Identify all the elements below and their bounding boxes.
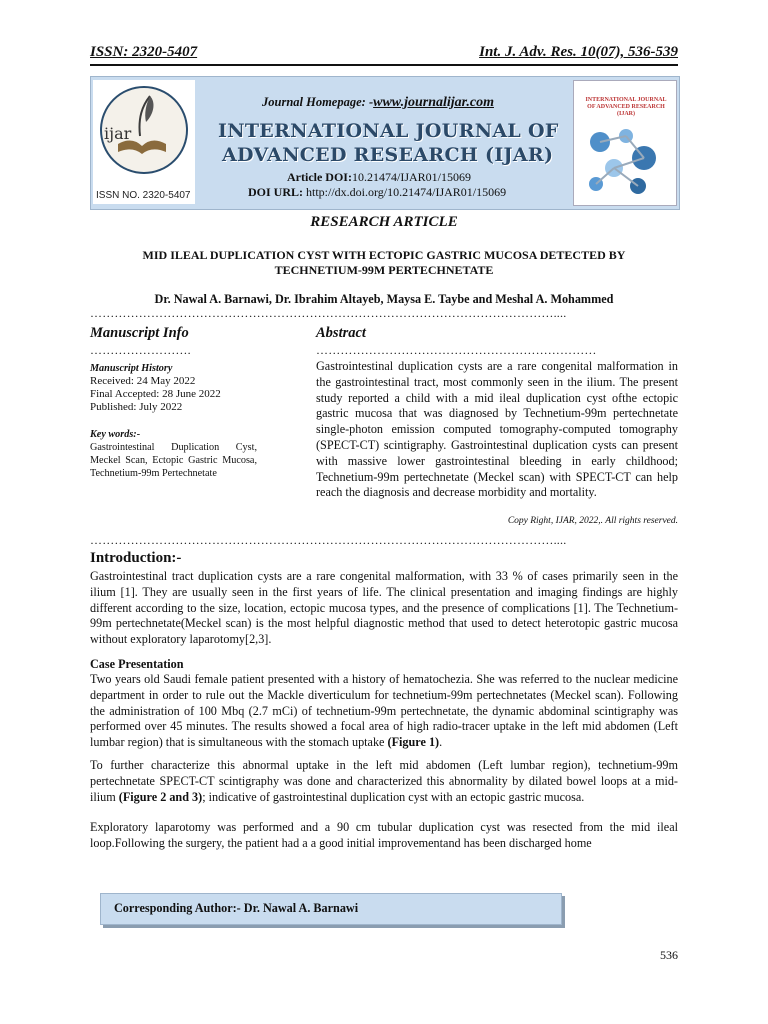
doi-url [248,185,506,200]
separator-top: …………………………………………………………………………………………………….... [90,306,567,320]
separator-bottom: …………………………………………………………………………………………………….... [90,533,567,547]
introduction-text: Gastrointestinal tract duplication cysts are a rare congenital malformation, with 33 % of cases primarily seen in the ilium [1]. They are usually seen in the first years of life. The clinical presentation and imaging findings are highly different according to the size, location, ectopic mucosa types, and the presence of complications [1]. The Technetium-99m pertechnetate(Meckel scan) is the most helpful diagnostic method that used to detect heterotopic gastric mucosa without exploratory laparotomy[2,3]. [90,569,678,647]
page-number: 536 [660,948,678,962]
case-paragraph-3: Exploratory laparotomy was performed and a 90 cm tubular duplication cyst was resected from the mid ileal loop.Following the surgery, the patient had a a good initial improvementand has been discharged home [90,820,678,850]
case-presentation-heading: Case Presentation [90,657,184,671]
copyright-notice: Copy Right, IJAR, 2022,. All rights reserved. [507,516,678,526]
journal-title-line2: ADVANCED RESEARCH (IJAR) [222,144,554,166]
history-label: Manuscript History [90,363,173,374]
manuscript-info-heading: Manuscript Info [90,325,189,341]
received-date: Received: 24 May 2022 [90,375,196,387]
doi-label: Article DOI: [287,170,352,184]
abstract-dots: …………………………………………………………… [316,343,597,357]
published-date: Published: July 2022 [90,401,183,413]
homepage-link[interactable]: www.journalijar.com [373,95,494,110]
keywords-block [90,428,257,480]
doi-value: 10.21474/IJAR01/15069 [351,170,471,184]
case-p2-text: To further characterize this abnormal uptake in the left mid abdomen (Left lumbar region), technetium-99m pertechnetate SPECT-CT scintigraphy was done and characterized this abnormality by dilated bowel loops at a mid-ilium [90,758,678,804]
introduction-heading: Introduction:- [90,550,182,566]
homepage-line [262,95,494,111]
case-paragraph-1 [90,672,678,751]
article-title-line1: MID ILEAL DUPLICATION CYST WITH ECTOPIC GASTRIC MUCOSA DETECTED BY [142,248,626,262]
keywords-label: Key words:- [90,429,141,440]
article-title [90,248,678,278]
homepage-label: Journal Homepage: - [262,95,374,109]
case-p2-end: ; indicative of gastrointestinal duplication cyst with an ectopic gastric mucosa. [202,789,585,804]
figure-1-ref: (Figure 1) [387,735,440,750]
abstract-text: Gastrointestinal duplication cysts are a rare congenital malformation in the gastrointestinal tract, most commonly seen in the ilium. The present study reported a child with a mid ileal duplication cyst ofthe ectopic gastric mucosa that was diagnosed by Technetium-99m pertechnetate single-photon emission computed tomography-computed tomography (SPECT-CT) scintigraphy. Gastrointestinal duplication cysts can present with massive lower gastrointestinal bleeding in early childhood; Technetium-99m pertechnetate (Meckel scan) with SPECT-CT can help reach the diagnosis and decrease morbidity and mortality. [316,359,678,500]
figure-2-3-ref: (Figure 2 and 3) [118,789,203,804]
case-p1-end: . [439,735,443,750]
issn-header: ISSN: 2320-5407 [90,44,198,60]
article-title-line2: TECHNETIUM-99M PERTECHNETATE [274,263,494,277]
logo-text: ijar [104,124,132,143]
molecule-icon [580,122,670,200]
journal-title-line1: INTERNATIONAL JOURNAL OF [218,120,559,142]
doi-url-label: DOI URL: [248,185,304,199]
accepted-date: Final Accepted: 28 June 2022 [90,388,221,400]
author-list: Dr. Nawal A. Barnawi, Dr. Ibrahim Altayeb, Maysa E. Taybe and Meshal A. Mohammed [154,292,614,306]
case-paragraph-2 [90,758,678,805]
header-rule [90,64,678,66]
abstract-heading: Abstract [316,325,366,341]
article-doi [287,170,471,185]
doi-url-value[interactable]: http://dx.doi.org/10.21474/IJAR01/15069 [306,185,507,199]
article-type: RESEARCH ARTICLE [310,214,458,230]
case-p1-text: Two years old Saudi female patient presented with a history of hematochezia. She was referred to the nuclear medicine department in order to rule out the Mackle diverticulum for technetium-99m pertechnetates (Meckel scan). Following the administration of 100 Mbq (2.7 mCi) of technetium-99m pertechnetate, the dynamic abdominal scintigraphy was performed over 45 minutes. The results showed a focal area of high radio-tracer uptake in the left mid abdomen (Left lumbar region) that is simultaneous with the stomach uptake [90,672,678,750]
citation-header: Int. J. Adv. Res. 10(07), 536-539 [479,44,678,60]
corresponding-author: Corresponding Author:- Dr. Nawal A. Barnawi [114,901,359,915]
keywords-list: Gastrointestinal Duplication Cyst, Meckel Scan, Ectopic Gastric Mucosa, Technetium-99m Pertechnetate [90,442,257,479]
manuscript-dots: ……………………. [90,343,191,357]
cover-title: INTERNATIONAL JOURNAL OF ADVANCED RESEARCH (IJAR) [585,97,667,117]
logo-issn: ISSN NO. 2320-5407 [96,190,191,201]
manuscript-history [90,362,258,414]
